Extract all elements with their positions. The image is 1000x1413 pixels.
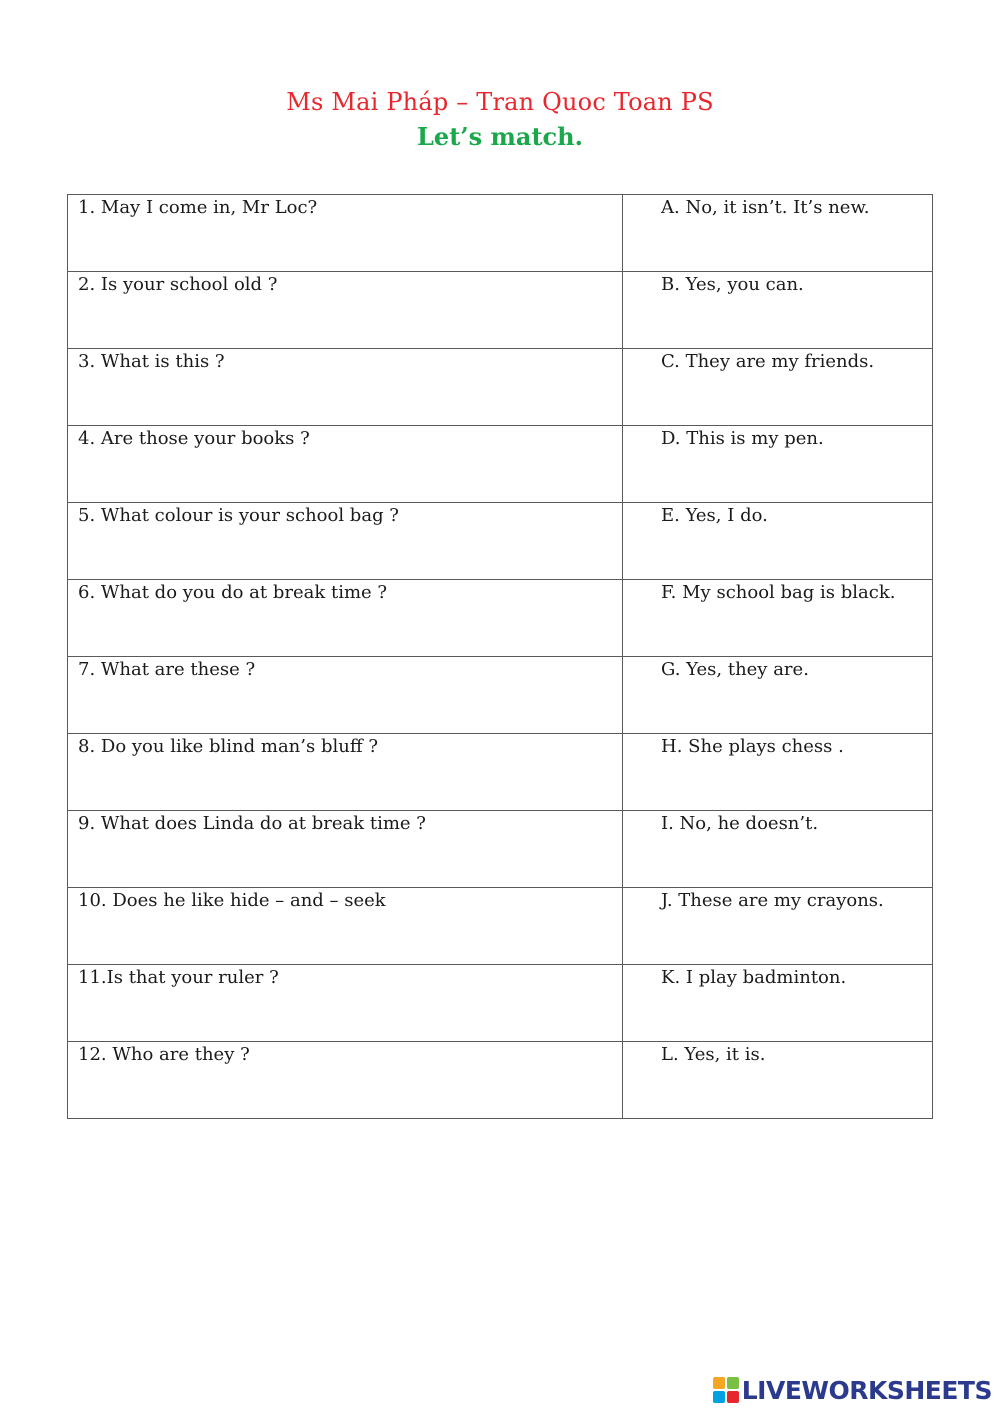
table-row: [68, 580, 933, 657]
table-row: [68, 1042, 933, 1119]
table-row: [68, 811, 933, 888]
answer-text: A. No, it isn’t. It’s new.: [661, 197, 870, 218]
question-text: 2. Is your school old ?: [78, 274, 278, 295]
table-row: [68, 195, 933, 272]
question-text: 11.Is that your ruler ?: [78, 967, 279, 988]
table-row: [68, 657, 933, 734]
question-text: 12. Who are they ?: [78, 1044, 250, 1065]
answer-text: F. My school bag is black.: [661, 582, 896, 603]
question-cell: [68, 503, 623, 580]
answer-cell: [623, 580, 933, 657]
question-cell: [68, 811, 623, 888]
answer-cell: [623, 195, 933, 272]
answer-text: H. She plays chess .: [661, 736, 844, 757]
table-row: [68, 426, 933, 503]
question-cell: [68, 580, 623, 657]
answer-text: I. No, he doesn’t.: [661, 813, 819, 834]
answer-text: C. They are my friends.: [661, 351, 875, 372]
question-cell: [68, 888, 623, 965]
answer-cell: [623, 965, 933, 1042]
worksheet-title: Ms Mai Pháp – Tran Quoc Toan PS: [286, 88, 714, 116]
table-row: [68, 349, 933, 426]
answer-cell: [623, 1042, 933, 1119]
answer-cell: [623, 426, 933, 503]
answer-text: J. These are my crayons.: [661, 890, 884, 911]
answer-cell: [623, 734, 933, 811]
question-text: 8. Do you like blind man’s bluff ?: [78, 736, 378, 757]
table-row: [68, 888, 933, 965]
question-cell: [68, 1042, 623, 1119]
answer-text: B. Yes, you can.: [661, 274, 804, 295]
question-cell: [68, 734, 623, 811]
worksheet-header: [0, 86, 1000, 154]
question-cell: [68, 272, 623, 349]
liveworksheets-logo-text: LIVEWORKSHEETS: [741, 1375, 992, 1405]
table-row: [68, 965, 933, 1042]
answer-cell: [623, 888, 933, 965]
question-text: 9. What does Linda do at break time ?: [78, 813, 426, 834]
question-text: 10. Does he like hide – and – seek: [78, 890, 386, 911]
answer-cell: [623, 503, 933, 580]
answer-cell: [623, 349, 933, 426]
table-row: [68, 272, 933, 349]
answer-text: L. Yes, it is.: [661, 1044, 766, 1065]
question-cell: [68, 965, 623, 1042]
answer-cell: [623, 811, 933, 888]
answer-text: K. I play badminton.: [661, 967, 847, 988]
question-text: 4. Are those your books ?: [78, 428, 310, 449]
answer-text: E. Yes, I do.: [661, 505, 768, 526]
liveworksheets-logo-icon: [713, 1377, 739, 1403]
answer-cell: [623, 272, 933, 349]
question-text: 7. What are these ?: [78, 659, 256, 680]
question-cell: [68, 426, 623, 503]
question-text: 1. May I come in, Mr Loc?: [78, 197, 318, 218]
table-row: [68, 734, 933, 811]
worksheet-subtitle: Let’s match.: [417, 122, 583, 151]
question-cell: [68, 349, 623, 426]
matching-table: [67, 194, 933, 1119]
table-row: [68, 503, 933, 580]
question-text: 6. What do you do at break time ?: [78, 582, 388, 603]
question-cell: [68, 195, 623, 272]
question-text: 3. What is this ?: [78, 351, 225, 372]
answer-text: G. Yes, they are.: [661, 659, 809, 680]
answer-text: D. This is my pen.: [661, 428, 824, 449]
answer-cell: [623, 657, 933, 734]
liveworksheets-logo: [713, 1373, 992, 1407]
question-text: 5. What colour is your school bag ?: [78, 505, 399, 526]
question-cell: [68, 657, 623, 734]
